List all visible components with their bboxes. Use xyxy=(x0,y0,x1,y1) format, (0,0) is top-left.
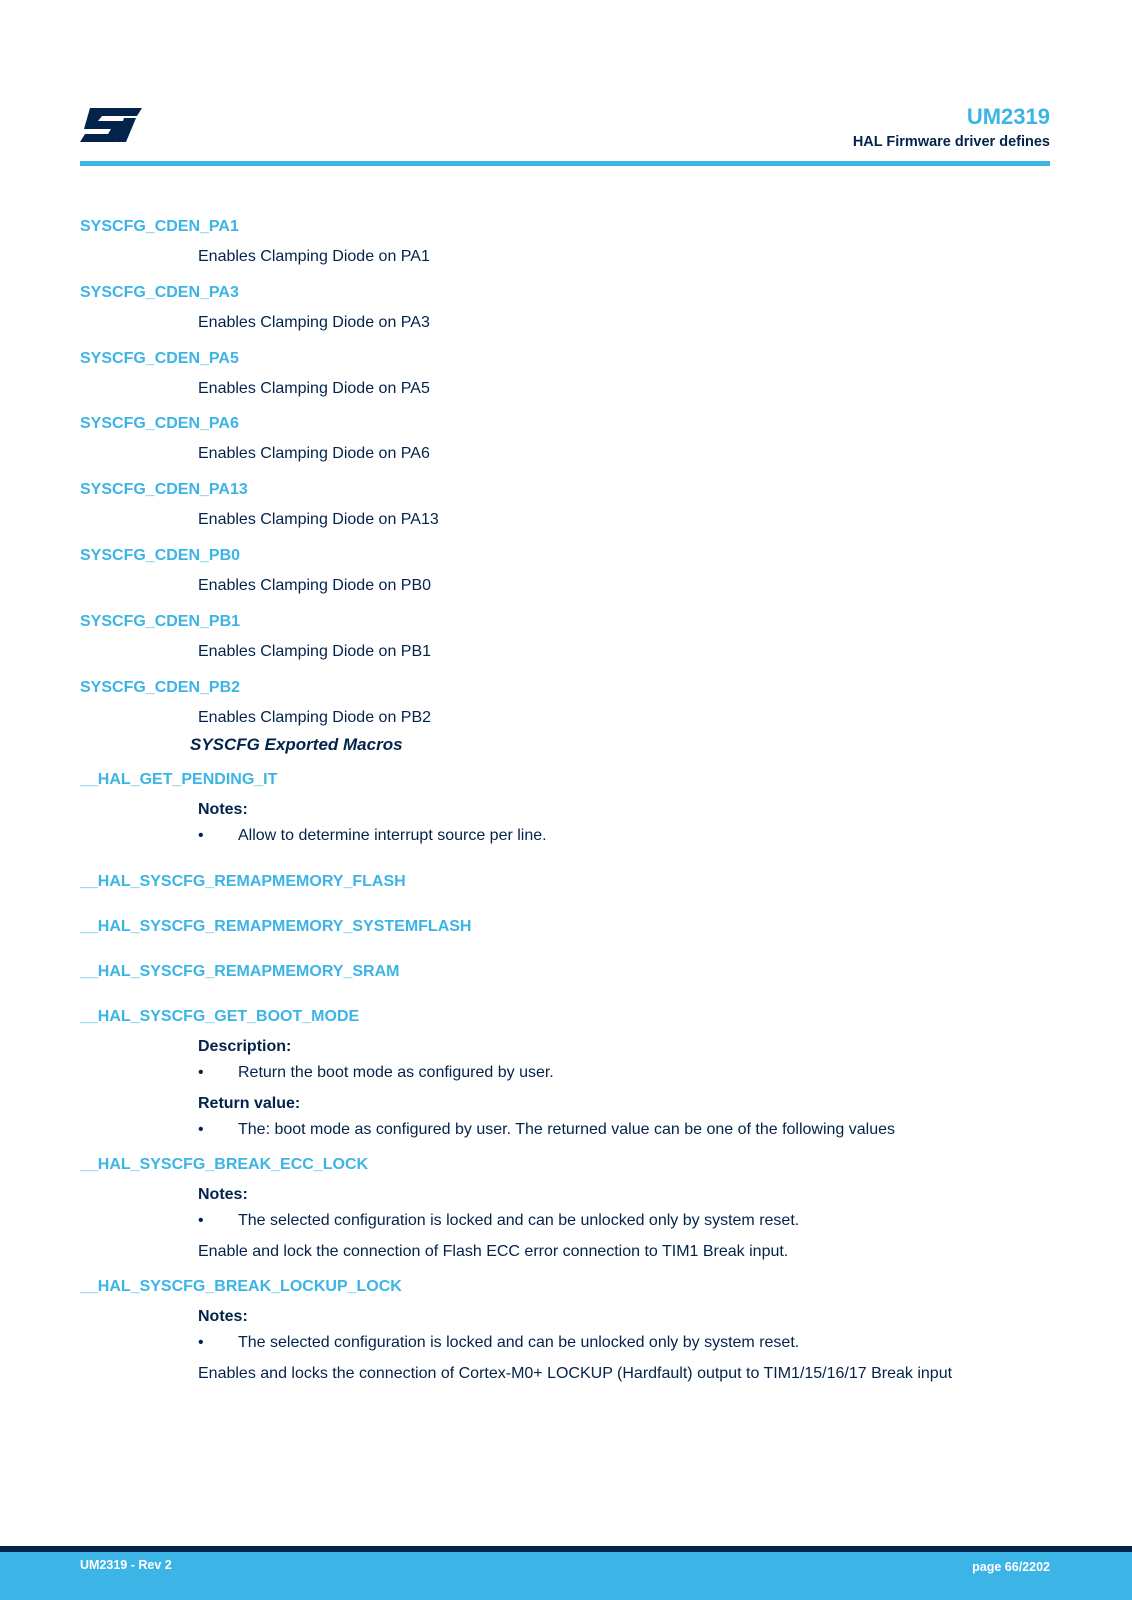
note-text: The selected configuration is locked and can be unlocked only by system reset. xyxy=(238,1211,800,1229)
define-entry xyxy=(80,414,1050,480)
footer-revision: UM2319 - Rev 2 xyxy=(80,1558,172,1572)
notes-heading: Notes: xyxy=(198,800,248,818)
define-entry xyxy=(80,612,1050,678)
define-description: Enables Clamping Diode on PA1 xyxy=(198,248,430,265)
macro-name: __HAL_SYSCFG_REMAPMEMORY_SYSTEMFLASH xyxy=(80,917,472,935)
note-item xyxy=(198,1211,1050,1231)
macro-name: __HAL_GET_PENDING_IT xyxy=(80,770,278,788)
bullet-icon: • xyxy=(198,1211,204,1229)
page-content xyxy=(80,217,1050,1384)
note-text: Allow to determine interrupt source per line. xyxy=(238,826,547,844)
return-value-heading: Return value: xyxy=(198,1094,301,1112)
macro-name: __HAL_SYSCFG_BREAK_LOCKUP_LOCK xyxy=(80,1277,402,1295)
define-description: Enables Clamping Diode on PB1 xyxy=(198,642,432,660)
note-item xyxy=(198,826,1050,846)
description-item xyxy=(198,1063,1050,1083)
define-entry xyxy=(80,217,1050,283)
notes-heading: Notes: xyxy=(198,1185,248,1203)
define-name: SYSCFG_CDEN_PA13 xyxy=(80,481,248,499)
define-name: SYSCFG_CDEN_PB2 xyxy=(80,678,241,696)
macro-description: Enables and locks the connection of Cortex-M0+ LOCKUP (Hardfault) output to TIM1/15/16/17 Break input xyxy=(198,1364,953,1382)
define-name: SYSCFG_CDEN_PA3 xyxy=(80,283,239,301)
define-entry xyxy=(80,678,1050,728)
bullet-icon: • xyxy=(198,1120,204,1138)
define-entry xyxy=(80,546,1050,612)
description-heading: Description: xyxy=(198,1037,292,1055)
header-divider xyxy=(80,161,1050,166)
macro-name: __HAL_SYSCFG_GET_BOOT_MODE xyxy=(80,1007,360,1025)
return-value-text: The: boot mode as configured by user. The returned value can be one of the following values xyxy=(238,1120,896,1138)
macro-description: Enable and lock the connection of Flash ECC error connection to TIM1 Break input. xyxy=(198,1242,789,1260)
note-text: The selected configuration is locked and can be unlocked only by system reset. xyxy=(238,1333,800,1351)
notes-heading: Notes: xyxy=(198,1307,248,1325)
define-entry xyxy=(80,480,1050,546)
define-description: Enables Clamping Diode on PA3 xyxy=(198,313,430,331)
define-name: SYSCFG_CDEN_PA5 xyxy=(80,349,239,367)
define-description: Enables Clamping Diode on PA6 xyxy=(198,445,430,463)
document-subtitle: HAL Firmware driver defines xyxy=(852,134,1050,150)
define-name: SYSCFG_CDEN_PB1 xyxy=(80,612,241,630)
define-entry xyxy=(80,283,1050,349)
st-logo xyxy=(80,108,142,142)
define-name: SYSCFG_CDEN_PA6 xyxy=(80,415,239,433)
define-description: Enables Clamping Diode on PA13 xyxy=(198,511,439,529)
define-description: Enables Clamping Diode on PA5 xyxy=(198,379,430,397)
macro-name: __HAL_SYSCFG_REMAPMEMORY_SRAM xyxy=(80,962,400,980)
document-code: UM2319 xyxy=(966,104,1050,129)
define-name: SYSCFG_CDEN_PA1 xyxy=(80,218,239,235)
macro-name: __HAL_SYSCFG_BREAK_ECC_LOCK xyxy=(80,1155,369,1173)
return-value-item xyxy=(198,1120,1050,1140)
macro-name: __HAL_SYSCFG_REMAPMEMORY_FLASH xyxy=(80,872,406,890)
note-item xyxy=(198,1333,1050,1353)
description-text: Return the boot mode as configured by user. xyxy=(238,1063,554,1081)
define-description: Enables Clamping Diode on PB0 xyxy=(198,576,432,594)
define-description: Enables Clamping Diode on PB2 xyxy=(198,708,432,726)
define-entry xyxy=(80,349,1050,415)
footer-page-number: page 66/2202 xyxy=(972,1560,1050,1574)
bullet-icon: • xyxy=(198,1333,204,1351)
bullet-icon: • xyxy=(198,1063,204,1081)
section-title: SYSCFG Exported Macros xyxy=(190,734,403,754)
define-name: SYSCFG_CDEN_PB0 xyxy=(80,546,241,564)
bullet-icon: • xyxy=(198,826,204,844)
